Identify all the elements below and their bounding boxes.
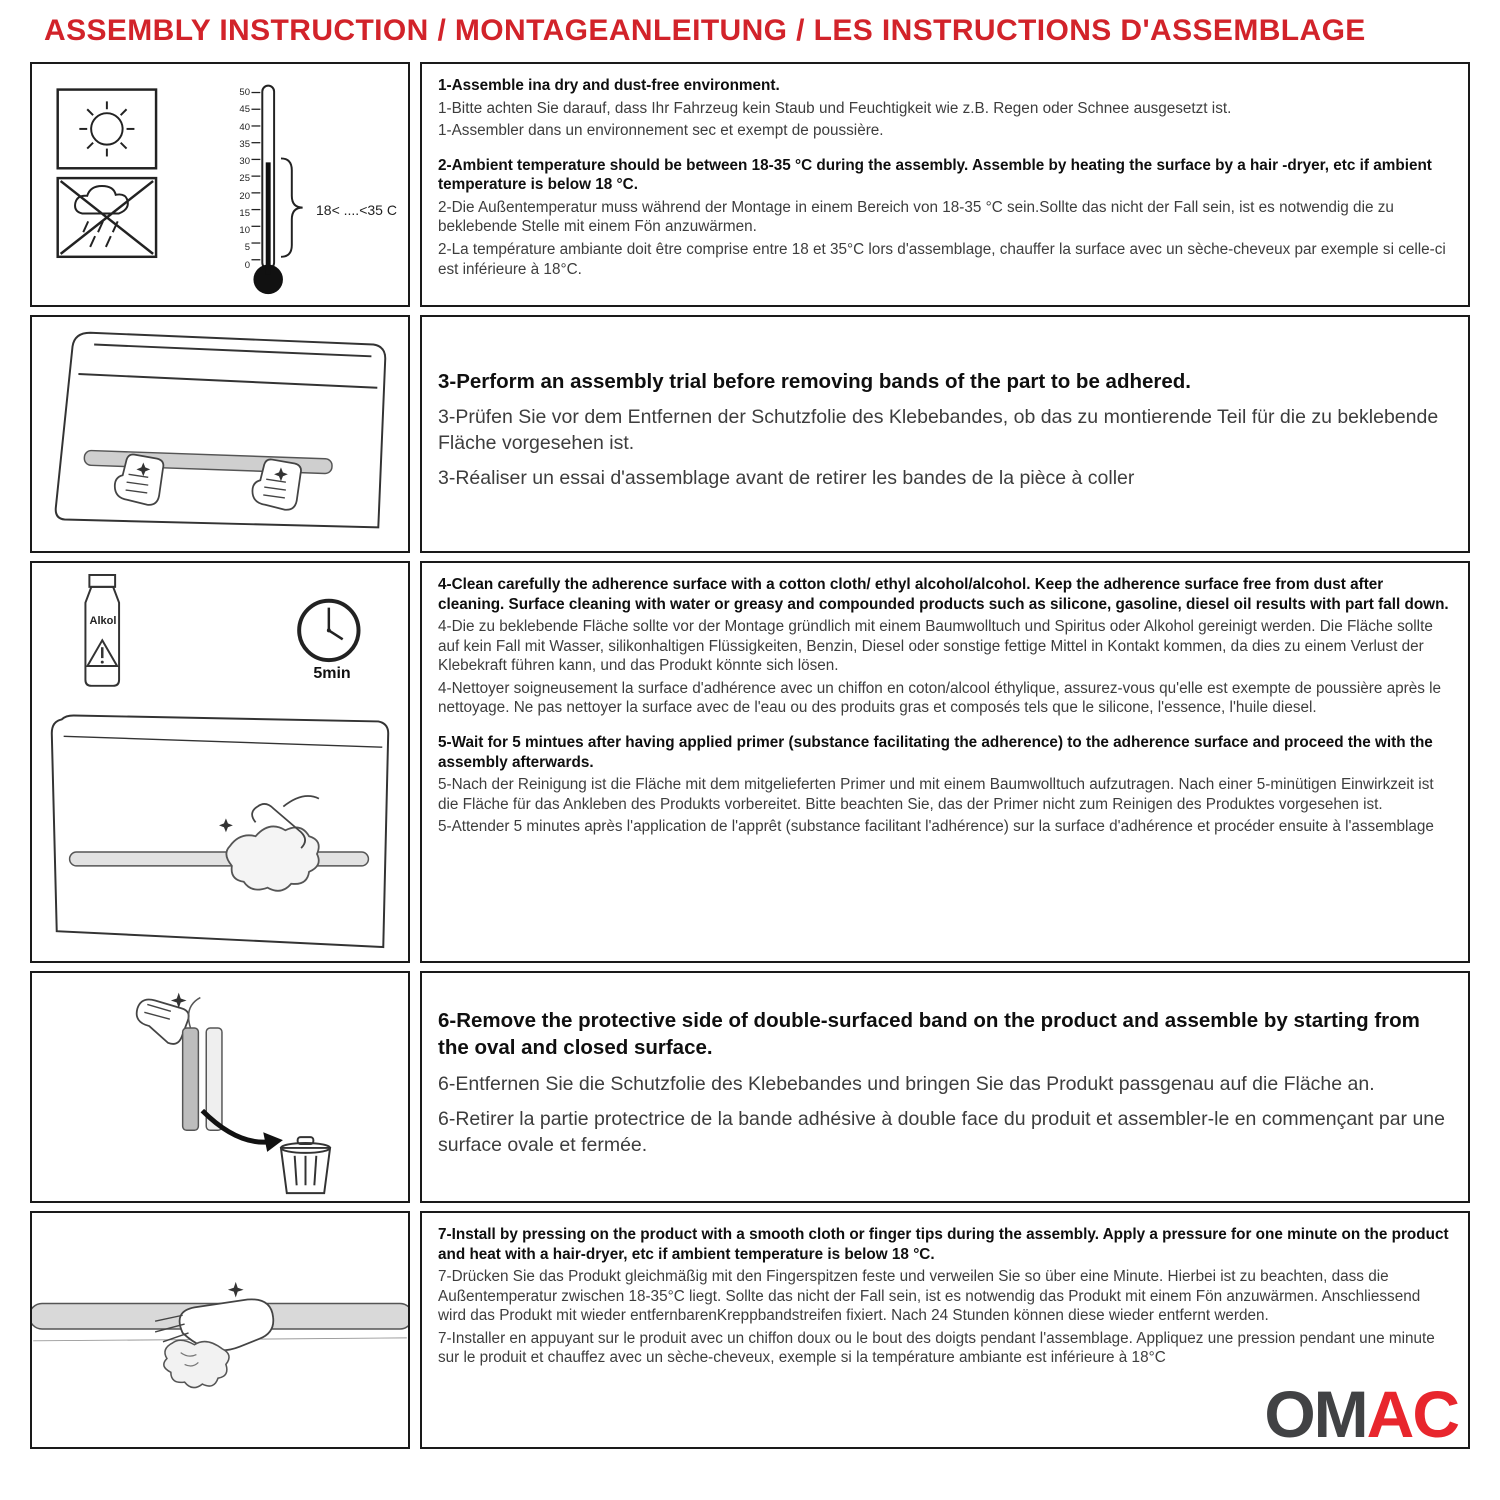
warning-triangle-icon	[87, 640, 117, 666]
instruction-en: 2-Ambient temperature should be between 18-35 °C during the assembly. Assemble by heating the surface by a hair -dryer, etc if ambient temperature is below 18 °C.	[438, 156, 1432, 194]
instruction-de: 2-Die Außentemperatur muss während der Montage in einem Bereich von 18-35 °C sein.Sollte das nicht der Fall sein, ist es notwendig die zu beklebende Stelle mit einem Fön anzuwärmen.	[438, 198, 1394, 236]
thermometer-tick: 0	[244, 259, 250, 271]
instruction-de: 1-Bitte achten Sie darauf, dass Ihr Fahrzeug kein Staub und Feuchtigkeit wie z.B. Regen oder Schnee ausgesetzt ist.	[438, 99, 1232, 117]
omac-logo	[1264, 1377, 1458, 1449]
trash-bin-icon	[281, 1137, 330, 1193]
thermometer-tick: 20	[239, 190, 250, 202]
wiping-hand-drawing	[219, 796, 319, 891]
car-door-drawing	[56, 333, 386, 528]
cloth-drawing	[164, 1340, 229, 1387]
peeling-hand-drawing	[137, 993, 189, 1044]
text-assembly-trial	[420, 315, 1470, 553]
clock-duration-label: 5min	[313, 665, 351, 682]
tape-strips	[183, 998, 222, 1131]
illustration-cleaning	[30, 561, 410, 963]
panel-drawing	[52, 715, 388, 947]
logo-letter-a: A	[1366, 1377, 1413, 1449]
press-install-illustration-svg	[32, 1213, 408, 1447]
text-remove-protective	[420, 971, 1470, 1203]
thermometer-tick: 30	[239, 156, 250, 167]
section-cleaning-primer	[30, 561, 1470, 963]
alcohol-bottle-icon	[85, 575, 119, 686]
thermometer-tick: 15	[239, 207, 250, 219]
bottle-label: Alkol	[89, 615, 117, 627]
instruction-fr: 1-Assembler dans un environnement sec et exempt de poussière.	[438, 122, 884, 140]
section-environment	[30, 62, 1470, 307]
instruction-fr: 5-Attender 5 minutes après l'application de l'apprêt (substance facilitant l'adhérence) sur la surface d'adhérence et procéder ensuite à l'assemblage	[438, 818, 1434, 836]
thermometer-scale	[222, 88, 250, 270]
remove-band-illustration-svg	[32, 973, 408, 1201]
instruction-en: 6-Remove the protective side of double-surfaced band on the product and assemble by starting from the oval and closed surface.	[438, 1008, 1420, 1060]
clock-icon	[299, 601, 358, 660]
instruction-fr: 4-Nettoyer soigneusement la surface d'adhérence avec un chiffon en coton/alcool éthylique, assurez-vous qu'elle est exempte de poussière après le nettoyage. Ne pas nettoyer la surface avec de l'eau ou des produits gras et composés tels que le silicone, l'essence, l'huile diesel.	[438, 679, 1442, 717]
thermometer-tick: 40	[239, 121, 250, 133]
instruction-de: 7-Drücken Sie das Produkt gleichmäßig mit den Fingerspitzen feste und verweilen Sie so über eine Minute. Hierbei ist zu beachten, dass die Außentemperatur zwischen 18-35°C liegt. Sollte das nicht der Fall sein, ist es notwendig das Produkt mit einem Fön anzuwärmen. Anschliessend wird das Produkt mit wieder entfernbarenKreppbandstreifen fixiert. Nach 24 Stunden können diese wieder entfernt werden.	[438, 1268, 1421, 1325]
instruction-fr: 7-Installer en appuyant sur le produit avec un chiffon doux ou le bout des doigts pendant l'assemblage. Appliquez une pression pendant une minute sur le produit et chauffez avec un sèche-cheveux, exemple si la température ambiante est inférieure à 18°C	[438, 1329, 1435, 1367]
thermometer-tick: 35	[239, 138, 250, 150]
thermometer-tick: 10	[239, 225, 250, 236]
instruction-en: 4-Clean carefully the adherence surface with a cotton cloth/ ethyl alcohol/alcohol. Keep the adherence surface free from dust after cleaning. Surface cleaning with water or greasy and compounded products such as silicone, gasoline, diesel oil results with part fall down.	[438, 576, 1449, 613]
text-environment	[420, 62, 1470, 307]
illustration-press-install	[30, 1211, 410, 1449]
instruction-en: 5-Wait for 5 mintues after having applied primer (substance facilitating the adherence) to the adherence surface and proceed the with the assembly afterwards.	[438, 734, 1433, 771]
thermometer-tick: 50	[239, 87, 250, 98]
temperature-range-label: 18< ....<35 C	[316, 202, 397, 218]
environment-illustration-svg	[32, 64, 408, 305]
instruction-fr: 3-Réaliser un essai d'assemblage avant de retirer les bandes de la pièce à coller	[438, 467, 1135, 490]
sun-icon	[58, 90, 156, 169]
thermometer-tick: 45	[239, 104, 250, 116]
instruction-de: 4-Die zu beklebende Fläche sollte vor der Montage gründlich mit einem Baumwolltuch und Spiritus oder Alkohol gereinigt werden. Die Fläche sollte auf kein Fall mit Wasser, silikonhaltigen Flüssigkeiten, Benzin, Diesel oder sonstige fettige Mittel in Kontakt kommen, da dies zu einem Verlust der Klebekraft führen kann, und das Produkt könnte sich lösen.	[438, 618, 1433, 675]
instruction-en: 3-Perform an assembly trial before removing bands of the part to be adhered.	[438, 369, 1191, 393]
range-brace	[281, 158, 303, 256]
instruction-de: 5-Nach der Reinigung ist die Fläche mit dem mitgelieferten Primer und mit einem Baumwolltuch aufzutragen. Nach einer 5-minütigen Einwirkzeit ist die Fläche für das Ankleben des Produkts vorbereitet. Bitte beachten Sie, das der Primer nicht zum Reinigen des Produktes vorgesehen ist.	[438, 776, 1434, 813]
instruction-en: 1-Assemble ina dry and dust-free environment.	[438, 77, 780, 94]
text-press-install	[420, 1211, 1470, 1449]
no-rain-icon	[58, 178, 156, 257]
illustration-environment	[30, 62, 410, 307]
instruction-de: 3-Prüfen Sie vor dem Entfernen der Schutzfolie des Klebebandes, ob das zu montierende Teil für die zu beklebende Fläche vorgesehen ist.	[438, 406, 1439, 455]
section-remove-protective	[30, 971, 1470, 1203]
logo-letters-om: OM	[1264, 1377, 1367, 1449]
thermometer-tick: 5	[244, 242, 250, 254]
assembly-trial-illustration-svg	[32, 317, 408, 551]
instruction-de: 6-Entfernen Sie die Schutzfolie des Klebebandes und bringen Sie das Produkt passgenau auf die Fläche an.	[438, 1072, 1375, 1095]
instruction-en: 7-Install by pressing on the product with a smooth cloth or finger tips during the assembly. Apply a pressure for one minute on the product and heat with a hair-dryer, etc if ambient temperature is below 18 °C.	[438, 1226, 1449, 1263]
text-cleaning-primer	[420, 561, 1470, 963]
instruction-fr: 2-La température ambiante doit être comprise entre 18 et 35°C lors d'assemblage, chauffer la surface avec un sèche-cheveux par exemple si celle-ci est inférieure à 18°C.	[438, 241, 1446, 278]
illustration-assembly-trial	[30, 315, 410, 553]
logo-letter-c: C	[1412, 1377, 1458, 1449]
thermometer-icon	[251, 86, 302, 295]
page-title: ASSEMBLY INSTRUCTION / MONTAGEANLEITUNG / LES INSTRUCTIONS D'ASSEMBLAGE	[44, 14, 1366, 47]
section-assembly-trial	[30, 315, 1470, 553]
illustration-remove-band	[30, 971, 410, 1203]
trim-strip	[70, 852, 369, 866]
thermometer-tick: 25	[239, 173, 250, 185]
instruction-fr: 6-Retirer la partie protectrice de la bande adhésive à double face du produit et assembler-le en commençant par une surface ovale et fermée.	[438, 1107, 1446, 1157]
section-press-install	[30, 1211, 1470, 1449]
